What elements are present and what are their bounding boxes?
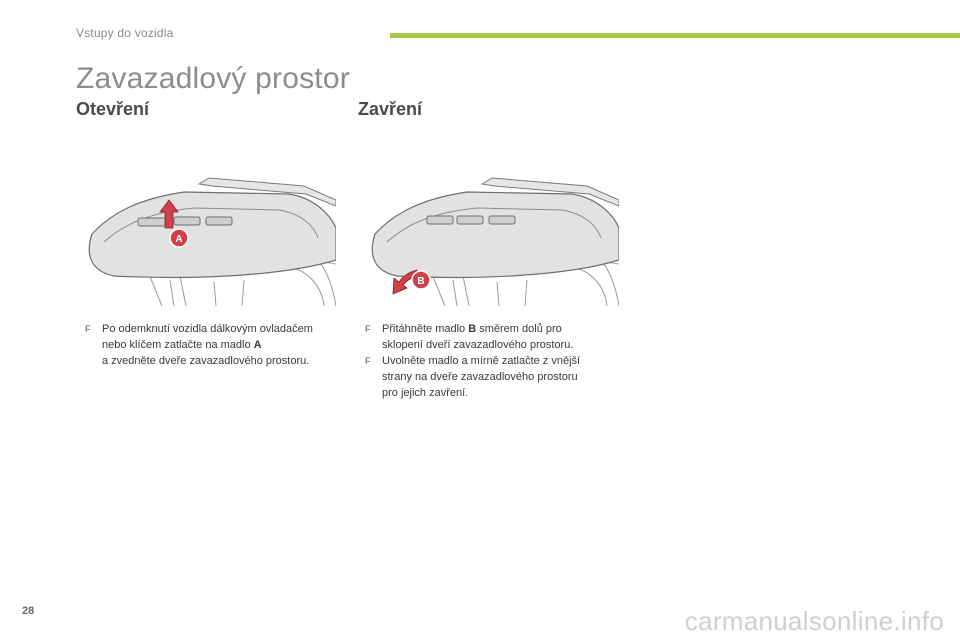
handle-b-ref: B bbox=[468, 323, 477, 335]
header-accent-bar bbox=[390, 33, 960, 38]
section-title-close: Zavření bbox=[358, 99, 423, 119]
page-title: Zavazadlový prostor bbox=[76, 62, 350, 95]
step-line: Uvolněte madlo a mírně zatlačte z vnější bbox=[382, 355, 581, 367]
header-section-label: Vstupy do vozidla bbox=[76, 26, 174, 40]
bullet-icon: F bbox=[365, 324, 371, 334]
handle-a-ref: A bbox=[253, 339, 262, 351]
close-steps bbox=[365, 321, 625, 401]
step-line: sklopení dveří zavazadlového prostoru. bbox=[382, 339, 574, 351]
list-item bbox=[365, 321, 625, 353]
bullet-icon: F bbox=[85, 324, 91, 334]
open-steps bbox=[85, 321, 345, 369]
step-line: a zvedněte dveře zavazadlového prostoru. bbox=[102, 355, 310, 367]
step-line: nebo klíčem zatlačte na madlo A bbox=[102, 339, 262, 351]
section-title-open: Otevření bbox=[76, 99, 150, 119]
step-line: Po odemknutí vozidla dálkovým ovladačem bbox=[102, 323, 313, 335]
bullet-icon: F bbox=[365, 356, 371, 366]
step-line: pro jejich zavření. bbox=[382, 387, 469, 399]
list-item bbox=[85, 321, 345, 369]
list-item bbox=[365, 353, 625, 401]
marker-a-label: A bbox=[175, 234, 183, 245]
tailgate-close-illustration bbox=[357, 172, 619, 306]
step-line: Přitáhněte madlo B směrem dolů pro bbox=[382, 323, 562, 335]
page-number: 28 bbox=[22, 605, 35, 617]
step-line: strany na dveře zavazadlového prostoru bbox=[382, 371, 578, 383]
marker-b-label: B bbox=[417, 276, 425, 287]
tailgate-open-illustration bbox=[74, 172, 336, 306]
watermark[interactable]: carmanualsonline.info bbox=[684, 606, 944, 636]
